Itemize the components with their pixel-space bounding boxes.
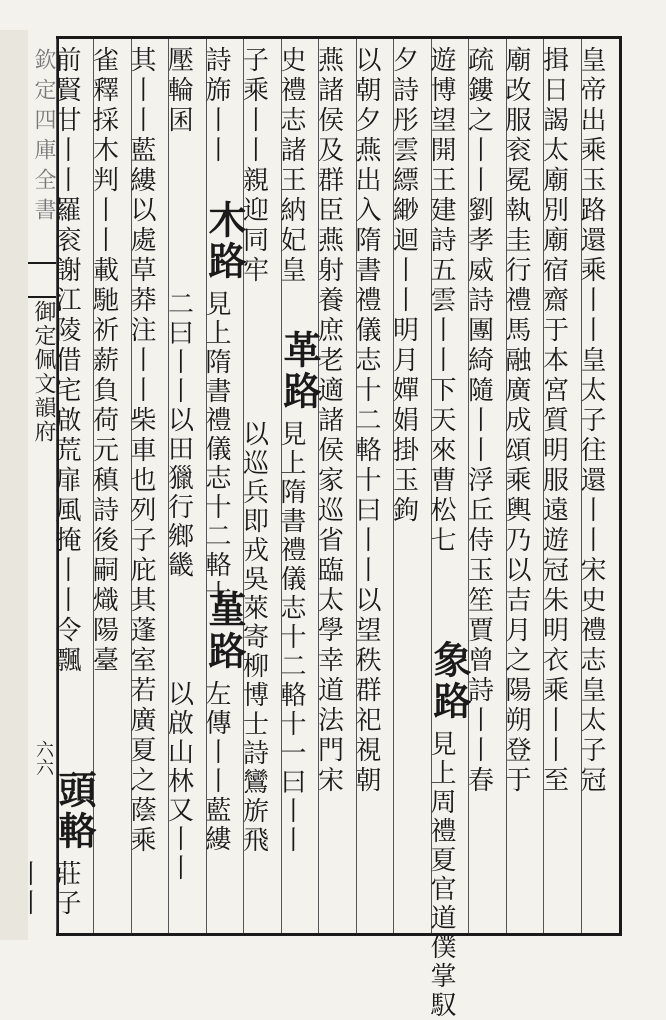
text-column: 疏鏤之丨丨劉孝威詩團綺隨丨丨浮丘侍玉笙賈曾詩丨丨春 (464, 46, 494, 796)
text-column: 廟改服衮冕執圭行禮馬融廣成頌乘輿乃以吉月之陽朔登于 (501, 46, 531, 796)
entry-text-continued: 以啟山林又丨丨 (164, 680, 194, 883)
text-column: 史禮志諸王納妃皇 (276, 46, 306, 286)
text-column: 前賢甘丨丨羅衮謝江陵借宅啟荒扉風掩丨丨令飄 (51, 46, 81, 676)
entry-heading: 革路 (277, 330, 322, 412)
text-column: 揖日謁太廟別廟宿齋于本宮質明服遠遊冠朱明衣乘丨丨至 (539, 46, 569, 796)
entry-text-continued: 以巡兵即戎吳萊寄柳博士詩鸞旂飛 (239, 420, 269, 855)
entry-heading: 頭輅 (52, 770, 97, 852)
text-column: 皇帝出乘玉路還乘丨丨皇太子往還丨丨宋史禮志皇太子冠 (576, 46, 606, 796)
entry-text: 見上隋書禮儀志十二輅十 (201, 290, 231, 609)
entry-text: 左傳丨丨藍縷 (201, 680, 231, 854)
entry-text: 見上周禮夏官道僕掌馭 (426, 730, 456, 1020)
entry-text-continued: 二曰丨丨以田獵行鄉畿 (164, 290, 194, 580)
text-column: 雀釋採木判丨丨載馳祈薪負荷元稹詩後嗣熾陽臺 (89, 46, 119, 676)
entry-text: 見上隋書禮儀志十二輅十一曰丨丨 (276, 420, 306, 855)
text-column: 夕詩彤雲縹緲迴丨丨明月嬋娟掛玉鉤 (389, 46, 419, 526)
text-column: 其丨丨藍縷以處草莽注丨丨柴車也列子庇其蓬室若廣夏之蔭乘 (126, 46, 156, 856)
entry-heading: 木路 (202, 200, 247, 282)
entry-heading: 象路 (427, 640, 472, 722)
text-column: 遊博望開王建詩五雲丨丨下天來曹松七 (426, 46, 456, 556)
text-column: 以朝夕燕出入隋書禮儀志十二輅十曰丨丨以望秩群祀視朝 (351, 46, 381, 796)
page-edge (0, 30, 28, 940)
entry-text-continued: 丨丨 (14, 860, 44, 918)
book-title: 御定佩文韻府 (31, 300, 56, 444)
text-column: 燕諸侯及群臣燕射養庶老適諸侯家巡省臨太學幸道法門宋 (314, 46, 344, 796)
entry-heading: 堇路 (202, 590, 247, 672)
text-column: 詩旆丨丨 (201, 46, 231, 166)
page-number: 六六 (33, 740, 54, 776)
margin-faint-title: 欽定四庫全書 (31, 48, 56, 228)
entry-text: 莊子 (51, 860, 81, 918)
text-column: 壓輪囷 (164, 46, 194, 136)
text-column: 子乘丨丨親迎同牢 (239, 46, 269, 286)
